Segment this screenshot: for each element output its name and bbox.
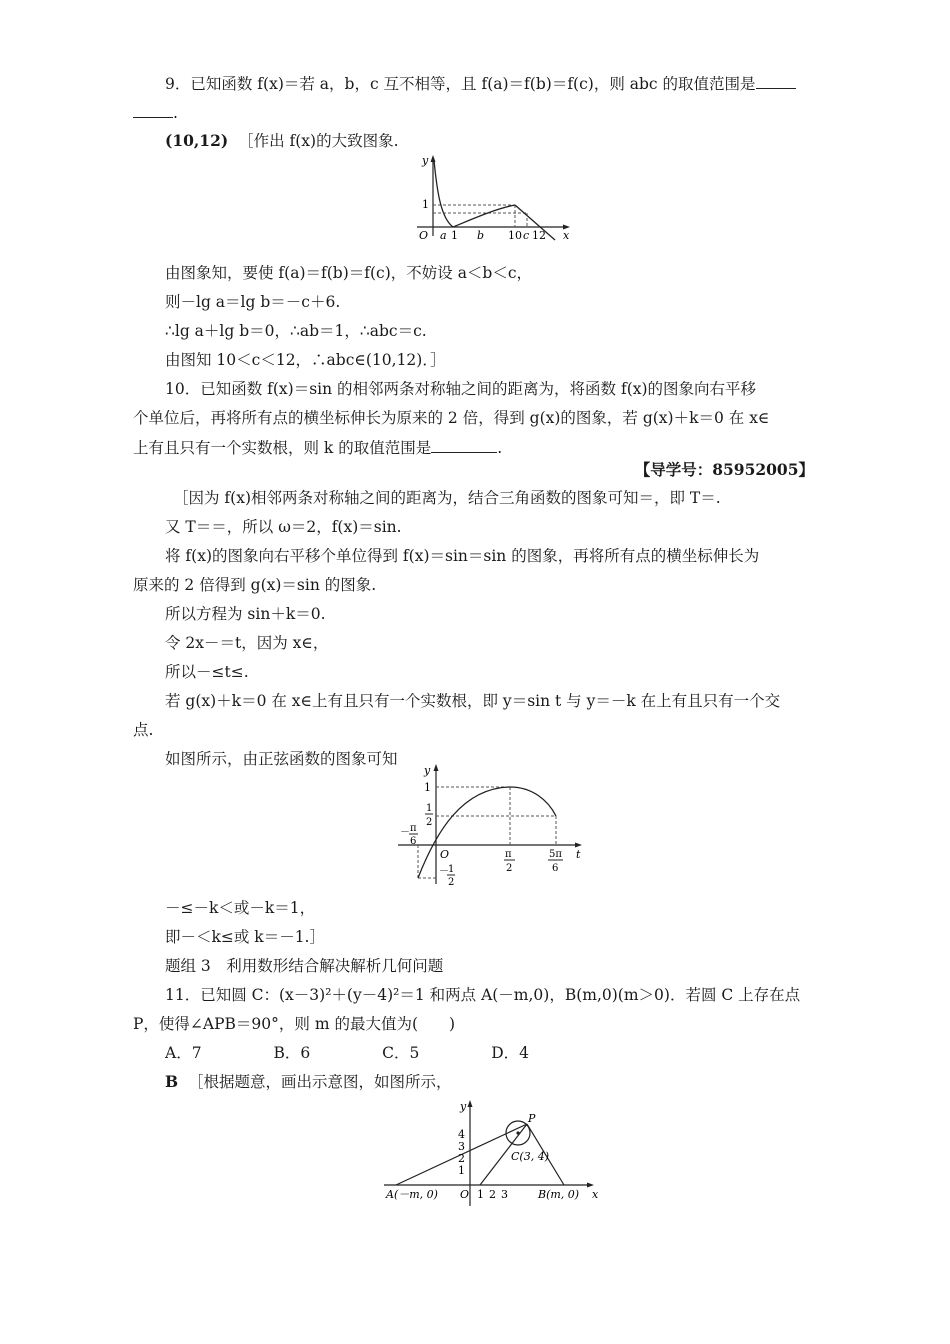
answer-10-line-6: 令 2x－＝t，因为 x∈， (165, 634, 329, 652)
svg-text:－: － (400, 827, 410, 838)
svg-text:1: 1 (458, 1164, 465, 1177)
svg-text:C(3, 4): C(3, 4) (511, 1150, 549, 1163)
answer-11-line-1: B ［根据题意，画出示意图，如图所示， (165, 1072, 452, 1091)
svg-text:a: a (440, 229, 447, 242)
svg-text:O: O (460, 1188, 470, 1201)
option-d: D．4 (491, 1044, 529, 1062)
answer-10-line-7: 所以－≤t≤. (165, 663, 249, 681)
curve-neg-log (434, 160, 453, 227)
svg-text:1: 1 (451, 229, 458, 242)
y-arrow (468, 1100, 473, 1107)
answer-10-line-1: ［因为 f(x)相邻两条对称轴之间的距离为，结合三角函数的图象可知＝，即 T＝. (173, 489, 721, 507)
option-c: C．5 (382, 1044, 420, 1062)
svg-text:A(－m, 0): A(－m, 0) (386, 1188, 438, 1201)
svg-text:y: y (424, 764, 431, 777)
svg-text:x: x (592, 1188, 599, 1201)
svg-text:1: 1 (477, 1188, 484, 1201)
graph-problem-10 (392, 760, 592, 890)
svg-text:4: 4 (458, 1128, 465, 1141)
graph-problem-11 (378, 1094, 608, 1209)
svg-text:2: 2 (448, 877, 455, 888)
answer-10-line-10: 如图所示，由正弦函数的图象可知 (165, 750, 398, 768)
option-a: A．7 (165, 1044, 202, 1062)
answer-9-label: (10,12) (165, 131, 229, 150)
answer-10-line-2: 又 T＝＝，所以 ω＝2，f(x)＝sin. (165, 518, 402, 536)
answer-11-label: B (165, 1072, 179, 1091)
answer-blank (756, 72, 796, 89)
svg-text:5π: 5π (549, 849, 562, 860)
svg-text:π: π (410, 823, 417, 834)
problem-9-line-1: 9．已知函数 f(x)＝若 a，b，c 互不相等，且 f(a)＝f(b)＝f(c)，则 abc 的取值范围是 (165, 72, 796, 95)
answer-10-line-5: 所以方程为 sin＋k＝0. (165, 605, 326, 623)
answer-10-line-8: 若 g(x)＋k＝0 在 x∈上有且只有一个实数根，即 y＝sin t 与 y＝－k 在上有且只有一个交 (165, 692, 781, 710)
problem-9-line-2: . (133, 101, 178, 124)
problem-11-line-1: 11．已知圆 C：(x－3)²＋(y－4)²＝1 和两点 A(－m,0)，B(m,0)(m＞0)．若圆 C 上存在点 (165, 986, 801, 1004)
svg-text:6: 6 (552, 863, 559, 874)
answer-10-line-11: －≤－k＜或－k＝1， (165, 899, 316, 917)
answer-9-line-4: ∴lg a＋lg b＝0，∴ab＝1，∴abc＝c. (165, 322, 427, 340)
svg-text:1: 1 (448, 864, 455, 875)
sine-curve (418, 787, 559, 878)
answer-10-line-4: 原来的 2 倍得到 g(x)＝sin 的图象. (133, 576, 377, 594)
svg-text:t: t (576, 848, 581, 861)
answer-9-line-5: 由图知 10＜c＜12，∴abc∈(10,12)．］ (165, 351, 446, 369)
svg-text:B(m, 0): B(m, 0) (538, 1188, 580, 1201)
svg-text:1: 1 (424, 781, 431, 794)
answer-9-line-1: (10,12) ［作出 f(x)的大致图象. (165, 131, 399, 150)
y-arrow (431, 155, 436, 162)
svg-text:x: x (563, 229, 570, 242)
problem-10-line-2: 个单位后，再将所有点的横坐标伸长为原来的 2 倍，得到 g(x)的图象，若 g(x)＋k＝0 在 x∈ (133, 409, 770, 427)
svg-text:2: 2 (458, 1152, 465, 1165)
problem-11-options (165, 1042, 529, 1064)
graph-problem-9 (405, 152, 575, 244)
answer-10-line-9: 点. (133, 721, 154, 739)
svg-text:y: y (422, 154, 429, 167)
svg-text:12: 12 (532, 229, 546, 242)
svg-text:－: － (439, 866, 449, 877)
problem-10-line-1: 10．已知函数 f(x)＝sin 的相邻两条对称轴之间的距离为，将函数 f(x)的图象向右平移 (165, 380, 757, 398)
svg-text:3: 3 (458, 1140, 465, 1153)
svg-text:1: 1 (426, 803, 433, 814)
svg-text:2: 2 (506, 863, 513, 874)
t-arrow (575, 843, 582, 848)
y-arrow (434, 764, 439, 771)
problem-11-line-2: P，使得∠APB＝90°，则 m 的最大值为( ) (133, 1015, 456, 1033)
svg-text:c: c (523, 229, 530, 242)
svg-text:1: 1 (422, 198, 429, 211)
svg-text:π: π (505, 849, 512, 860)
svg-text:P: P (528, 1112, 536, 1125)
answer-10-line-3: 将 f(x)的图象向右平移个单位得到 f(x)＝sin＝sin 的图象，再将所有点的横坐标伸长为 (165, 547, 760, 565)
guide-code: 【导学号：85952005】 (634, 460, 814, 479)
group-3-heading: 题组 3 利用数形结合解决解析几何问题 (165, 957, 444, 975)
answer-blank (431, 436, 497, 453)
svg-text:6: 6 (410, 836, 417, 847)
answer-9-line-2: 由图象知，要使 f(a)＝f(b)＝f(c)，不妨设 a＜b＜c， (165, 264, 533, 282)
answer-9-line-3: 则－lg a＝lg b＝－c＋6. (165, 293, 341, 311)
answer-blank (133, 101, 173, 118)
svg-text:O: O (440, 848, 450, 861)
option-b: B．6 (273, 1044, 311, 1062)
svg-text:2: 2 (489, 1188, 496, 1201)
svg-text:b: b (477, 229, 485, 242)
curve-log (453, 205, 515, 227)
problem-10-line-3: 上有且只有一个实数根，则 k 的取值范围是 . (133, 436, 502, 459)
svg-text:10: 10 (508, 229, 522, 242)
svg-text:y: y (460, 1100, 467, 1113)
answer-10-line-12: 即－＜k≤或 k＝－1.］ (165, 928, 325, 946)
svg-text:3: 3 (501, 1188, 508, 1201)
svg-text:2: 2 (426, 817, 433, 828)
x-arrow (587, 1183, 594, 1188)
svg-text:O: O (419, 229, 429, 242)
